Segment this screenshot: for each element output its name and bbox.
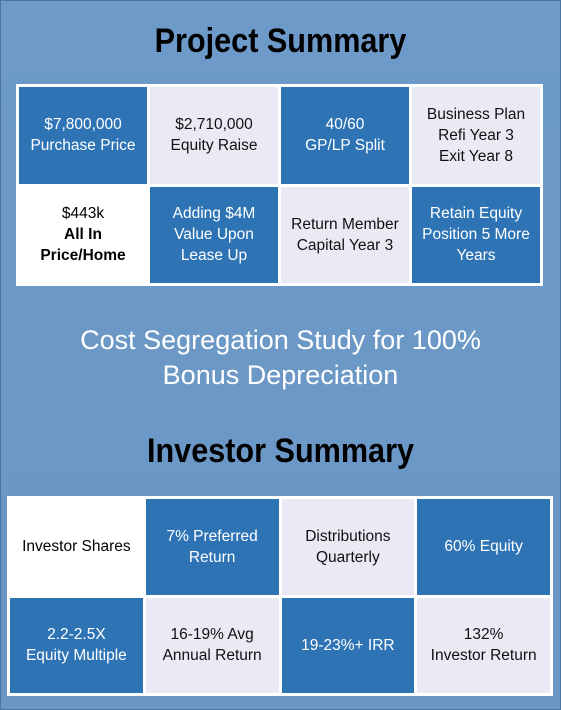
equity-raise-label: Equity Raise bbox=[170, 137, 258, 155]
all-in-price-value: $443k bbox=[61, 205, 105, 223]
purchase-price-value: $7,800,000 bbox=[44, 116, 122, 134]
annual-return-value: 16-19% Avg bbox=[170, 626, 254, 644]
equity-share-label: 60% Equity bbox=[444, 538, 523, 556]
gp-lp-split-cell bbox=[281, 87, 409, 184]
annual-return-cell bbox=[146, 598, 279, 694]
gp-lp-split-value: 40/60 bbox=[325, 116, 365, 134]
investor-shares-label: Investor Shares bbox=[22, 538, 131, 556]
business-plan-refi: Refi Year 3 bbox=[438, 126, 514, 144]
return-capital-cell bbox=[281, 187, 409, 284]
business-plan-heading: Business Plan bbox=[426, 105, 526, 123]
value-add-line-3: Lease Up bbox=[180, 247, 248, 265]
investor-summary-title: Investor Summary bbox=[146, 432, 414, 470]
return-capital-line-2: Capital Year 3 bbox=[296, 236, 394, 254]
investor-summary-grid bbox=[7, 496, 553, 696]
irr-label: 19-23%+ IRR bbox=[301, 636, 395, 654]
retain-equity-line-2: Position 5 More bbox=[422, 226, 530, 244]
business-plan-exit: Exit Year 8 bbox=[438, 147, 514, 165]
purchase-price-label: Purchase Price bbox=[30, 137, 136, 155]
annual-return-label: Annual Return bbox=[162, 647, 262, 665]
investor-return-value: 132% bbox=[463, 626, 504, 644]
cost-segregation-line-2: Bonus Depreciation bbox=[162, 360, 399, 390]
equity-multiple-value: 2.2-2.5X bbox=[47, 626, 106, 644]
cost-segregation-line-1: Cost Segregation Study for 100% bbox=[80, 325, 481, 355]
investor-return-cell bbox=[417, 598, 550, 694]
business-plan-cell bbox=[412, 87, 540, 184]
project-summary-grid bbox=[16, 84, 543, 286]
retain-equity-line-3: Years bbox=[456, 247, 496, 265]
value-add-cell bbox=[150, 187, 278, 284]
preferred-return-line-2: Return bbox=[188, 548, 236, 566]
preferred-return-line-1: 7% Preferred bbox=[166, 527, 258, 545]
equity-share-cell bbox=[417, 499, 550, 595]
equity-multiple-label: Equity Multiple bbox=[25, 647, 127, 665]
cost-segregation-note bbox=[0, 323, 561, 393]
price-per-home-label: Price/Home bbox=[40, 247, 126, 265]
retain-equity-line-1: Retain Equity bbox=[429, 205, 523, 223]
all-in-price-cell bbox=[19, 187, 147, 284]
investor-shares-cell bbox=[10, 499, 143, 595]
purchase-price-cell bbox=[19, 87, 147, 184]
distributions-line-1: Distributions bbox=[305, 527, 391, 545]
preferred-return-cell bbox=[146, 499, 279, 595]
return-capital-line-1: Return Member bbox=[291, 215, 399, 233]
project-summary-title: Project Summary bbox=[154, 22, 407, 60]
investor-return-label: Investor Return bbox=[430, 647, 537, 665]
distributions-cell bbox=[282, 499, 415, 595]
value-add-line-2: Value Upon bbox=[174, 226, 254, 244]
retain-equity-cell bbox=[412, 187, 540, 284]
all-in-label: All In bbox=[64, 226, 102, 244]
equity-multiple-cell bbox=[10, 598, 143, 694]
value-add-line-1: Adding $4M bbox=[172, 205, 256, 223]
equity-raise-cell bbox=[150, 87, 278, 184]
gp-lp-split-label: GP/LP Split bbox=[305, 137, 385, 155]
irr-cell bbox=[282, 598, 415, 694]
equity-raise-value: $2,710,000 bbox=[175, 116, 253, 134]
distributions-line-2: Quarterly bbox=[316, 548, 380, 566]
